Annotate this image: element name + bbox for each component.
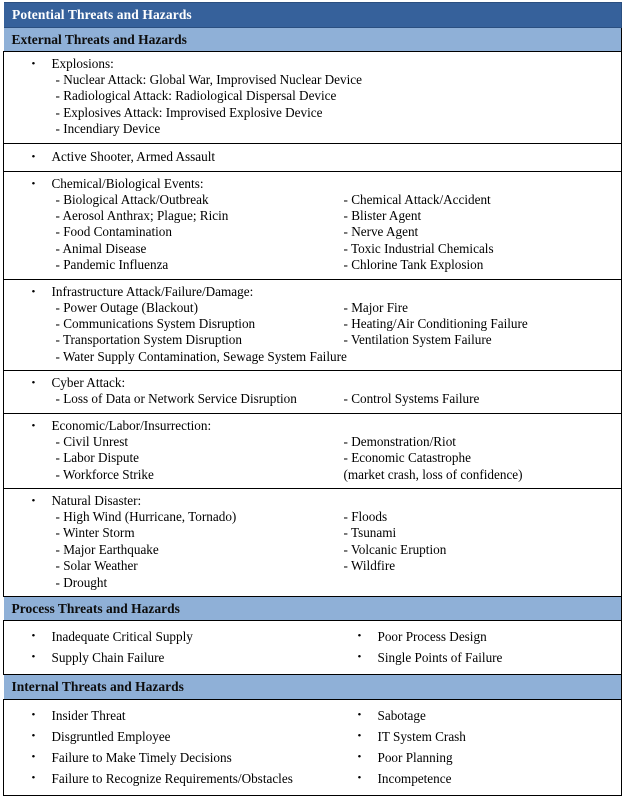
plain-list-cell [3,621,621,675]
list-item-label: Supply Chain Failure [51,650,165,666]
threat-group-cell [3,488,621,596]
sub-list-item: - Wildfire [343,558,396,574]
table-row [3,279,621,371]
bullet-icon: • [31,58,36,70]
sub-list-item: - Workforce Strike [55,466,154,482]
threat-group-cell [3,371,621,413]
group-heading [4,56,621,72]
list-item-label: Active Shooter, Armed Assault [51,148,216,164]
list-item-label: Poor Process Design [377,629,487,645]
column-left [4,192,342,274]
list-item-label: Single Points of Failure [377,650,503,666]
sub-list-item: - Floods [343,508,388,524]
bullet-icon: • [357,750,362,763]
two-column-layout [4,391,621,407]
column-left [4,626,342,668]
bullet-icon: • [31,377,36,390]
table-row [3,143,621,171]
sub-list-item: - Solar Weather [55,558,138,574]
list-item-label: Failure to Make Timely Decisions [51,749,232,765]
document-title-row [3,3,621,28]
column-right [342,509,621,575]
group-heading-label: Economic/Labor/Insurrection: [51,417,212,433]
sub-list-item: - Communications System Disruption [55,316,256,332]
sub-list-item: - Chemical Attack/Accident [343,191,491,207]
sub-list-item: - Blister Agent [343,208,422,224]
sub-list-item: - Tsunami [343,525,397,541]
sub-list-item: - Aerosol Anthrax; Plague; Ricin [55,208,229,224]
list-item-label: Insider Threat [51,707,126,723]
group-heading [4,418,621,434]
table-row [3,413,621,488]
bullet-icon: • [31,494,36,507]
bullet-icon: • [357,708,362,721]
sub-list-item: - High Wind (Hurricane, Tornado) [55,508,237,524]
bullet-icon: • [31,630,36,643]
threat-group-cell [3,413,621,488]
column-left [4,72,362,138]
bullet-icon: • [31,651,36,664]
column-right [342,391,621,407]
sub-list-item: - Pandemic Influenza [55,257,169,273]
group-heading [4,493,621,509]
table-row [3,52,621,144]
table-row [3,621,621,675]
section-heading: Process Threats and Hazards [3,596,621,621]
sub-list-item: - Major Fire [343,299,408,315]
sub-list-item: - Ventilation System Failure [343,332,492,348]
bullet-icon: • [357,771,362,784]
section-header-row [3,27,621,52]
group-heading-label: Infrastructure Attack/Failure/Damage: [51,283,254,299]
sub-list-item: (market crash, loss of confidence) [343,466,523,482]
two-column-layout [4,700,621,795]
column-right [342,705,621,789]
list-item [4,705,342,726]
threat-group [4,280,621,371]
two-column-layout [4,192,621,274]
column-left [4,509,342,591]
list-item-label: Disgruntled Employee [51,728,171,744]
list-item-label: Inadequate Critical Supply [51,629,193,645]
group-heading-label: Natural Disaster: [51,492,142,508]
sub-list-item: - Animal Disease [55,240,147,256]
threat-group-cell [3,171,621,279]
sub-list-item: - Biological Attack/Outbreak [55,191,209,207]
column-right [342,434,621,483]
list-item [342,768,621,789]
bullet-icon: • [31,285,36,298]
column-left [4,391,342,407]
two-column-layout [4,72,621,138]
threat-group [4,414,621,488]
list-item [4,747,342,768]
sub-list-item: - Nerve Agent [343,224,419,240]
sub-list-item: - Explosives Attack: Improvised Explosive Device [55,104,323,120]
plain-list-cell [3,699,621,795]
bullet-icon: • [357,729,362,742]
sub-list-item: - Economic Catastrophe [343,450,471,466]
threat-group-cell [3,143,621,171]
bullet-icon: • [357,651,362,664]
table-row [3,171,621,279]
threat-group-cell [3,52,621,144]
list-item-label: IT System Crash [377,728,466,744]
list-item [4,726,342,747]
section-header-row [3,596,621,621]
column-right [342,300,621,349]
sub-list-item: - Incendiary Device [55,121,161,137]
group-heading-label: Explosions: [51,56,114,71]
sub-list-item: - Heating/Air Conditioning Failure [343,316,528,332]
list-item [342,626,621,647]
bullet-icon: • [31,771,36,784]
bullet-icon: • [31,729,36,742]
threat-group [4,489,621,596]
list-item [4,626,342,647]
table-row [3,371,621,413]
sub-list-item: - Power Outage (Blackout) [55,299,198,315]
list-item-label: Failure to Recognize Requirements/Obstacles [51,770,293,786]
sub-list-item: - Water Supply Contamination, Sewage System Failure [55,348,347,364]
sub-list-item: - Civil Unrest [55,433,129,449]
bullet-icon: • [357,630,362,643]
two-column-layout [4,300,621,349]
threat-group [4,371,621,412]
column-right [342,192,621,274]
sub-list-item: - Chlorine Tank Explosion [343,257,484,273]
sub-list-item: - Drought [55,574,108,590]
sub-list-item: - Nuclear Attack: Global War, Improvised Nuclear Device [55,72,362,87]
list-item [4,647,342,668]
list-item [4,768,342,789]
list-item [342,747,621,768]
two-column-layout [4,509,621,591]
threat-group-cell [3,279,621,371]
list-item [342,647,621,668]
page-title: Potential Threats and Hazards [3,3,621,28]
group-heading [4,375,621,391]
list-item [342,705,621,726]
bullet-icon: • [31,708,36,721]
table-row [3,699,621,795]
sub-list-item: - Major Earthquake [55,541,159,557]
two-column-layout [4,621,621,674]
sub-list-item: - Food Contamination [55,224,172,240]
list-item-label: Poor Planning [377,749,453,765]
threat-group [4,172,621,279]
two-column-layout [4,434,621,483]
column-left [4,300,342,349]
group-heading-label: Cyber Attack: [51,375,126,391]
bullet-icon: • [31,150,36,163]
column-left [4,705,342,789]
sub-list-item: - Winter Storm [55,525,135,541]
column-right [342,626,621,668]
list-item-label: Sabotage [377,707,426,723]
group-heading [4,176,621,192]
list-item [4,144,621,171]
bullet-icon: • [31,177,36,190]
sub-list-item: - Toxic Industrial Chemicals [343,240,494,256]
list-item [342,726,621,747]
sub-list-item: - Control Systems Failure [343,391,480,407]
sub-list-item: - Demonstration/Riot [343,433,456,449]
column-left [4,434,342,483]
sub-list-item: - Labor Dispute [55,450,139,466]
group-heading-label: Chemical/Biological Events: [51,175,204,191]
sub-list-item: - Transportation System Disruption [55,332,242,348]
group-heading [4,284,621,300]
bullet-icon: • [31,750,36,763]
table-body [3,3,621,796]
list-item-label: Incompetence [377,770,452,786]
threat-group [4,52,621,143]
sub-list-item: - Radiological Attack: Radiological Dispersal Device [55,88,337,104]
bullet-icon: • [31,419,36,432]
section-header-row [3,675,621,700]
table-row [3,488,621,596]
section-heading: External Threats and Hazards [3,27,621,52]
sub-list-item: - Volcanic Eruption [343,541,447,557]
section-heading: Internal Threats and Hazards [3,675,621,700]
threats-and-hazards-table [2,2,622,796]
sub-list-item: - Loss of Data or Network Service Disruption [55,391,297,407]
